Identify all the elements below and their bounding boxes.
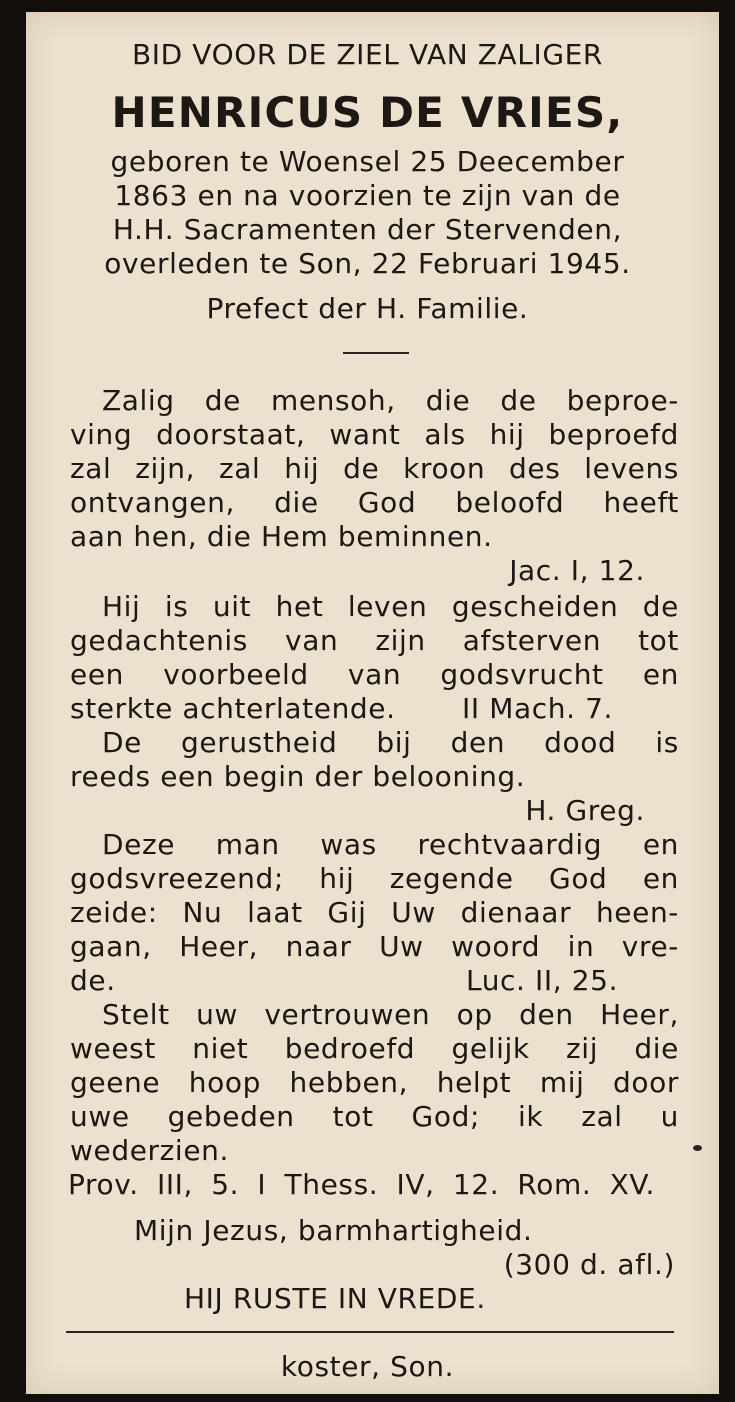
rest-in-peace: HIJ RUSTE IN VREDE.: [184, 1282, 486, 1315]
passage-4-line: godsvreezend; hij zegende God en: [70, 862, 679, 895]
passage-1-reference: Jac. I, 12.: [509, 554, 645, 587]
passage-5-line: uwe gebeden tot God; ik zal u: [70, 1100, 679, 1133]
prayer-heading: BID VOOR DE ZIEL VAN ZALIGER: [131, 38, 603, 71]
passage-4-line: de.: [70, 964, 116, 997]
passage-4-line: gaan, Heer, naar Uw woord in vre-: [70, 930, 679, 963]
passage-5-line: geene hoop hebben, helpt mij door: [70, 1066, 679, 1099]
closing-prayer: Mijn Jezus, barmhartigheid.: [134, 1214, 533, 1247]
printer-credit: koster, Son.: [280, 1350, 455, 1383]
ink-spot: [693, 1145, 702, 1151]
intro-line-3: H.H. Sacramenten der Stervenden,: [112, 213, 623, 246]
indulgence-note: (300 d. afl.): [503, 1248, 675, 1281]
passage-1-line: aan hen, die Hem beminnen.: [70, 520, 493, 553]
short-divider: [343, 352, 409, 354]
intro-line-2: 1863 en na voorzien te zijn van de: [114, 179, 621, 212]
passage-4-line: zeide: Nu laat Gij Uw dienaar heen-: [70, 896, 679, 929]
passage-2-line: gedachtenis van zijn afsterven tot: [70, 624, 679, 657]
intro-line-4: overleden te Son, 22 Februari 1945.: [104, 247, 631, 280]
passage-5-references: Prov. III, 5. I Thess. IV, 12. Rom. XV.: [68, 1168, 655, 1201]
passage-2-line: een voorbeeld van godsvrucht en: [70, 658, 679, 691]
passage-3-reference: H. Greg.: [525, 794, 645, 827]
passage-3-line: reeds een begin der belooning.: [70, 760, 526, 793]
passage-4-line: Deze man was rechtvaardig en: [102, 828, 679, 861]
passage-1-line: ontvangen, die God beloofd heeft: [70, 486, 679, 519]
passage-4-reference: Luc. II, 25.: [466, 964, 619, 997]
passage-2-reference: II Mach. 7.: [462, 692, 613, 725]
passage-2-line: sterkte achterlatende.: [70, 692, 396, 725]
passage-5-line: weest niet bedroefd gelijk zij die: [70, 1032, 679, 1065]
passage-1-line: ving doorstaat, want als hij beproefd: [70, 418, 679, 451]
passage-5-line: wederzien.: [70, 1134, 229, 1167]
intro-line-1: geboren te Woensel 25 Deecember: [110, 145, 625, 178]
role-line: Prefect der H. Familie.: [206, 292, 529, 325]
passage-1-line: zal zijn, zal hij de kroon des levens: [70, 452, 679, 485]
passage-2-line: Hij is uit het leven gescheiden de: [102, 590, 679, 623]
passage-5-line: Stelt uw vertrouwen op den Heer,: [102, 998, 679, 1031]
passage-1-line: Zalig de mensoh, die de beproe-: [102, 384, 679, 417]
deceased-name: HENRICUS DE VRIES,: [111, 88, 624, 137]
passage-3-line: De gerustheid bij den dood is: [102, 726, 679, 759]
footer-divider: [66, 1331, 674, 1333]
